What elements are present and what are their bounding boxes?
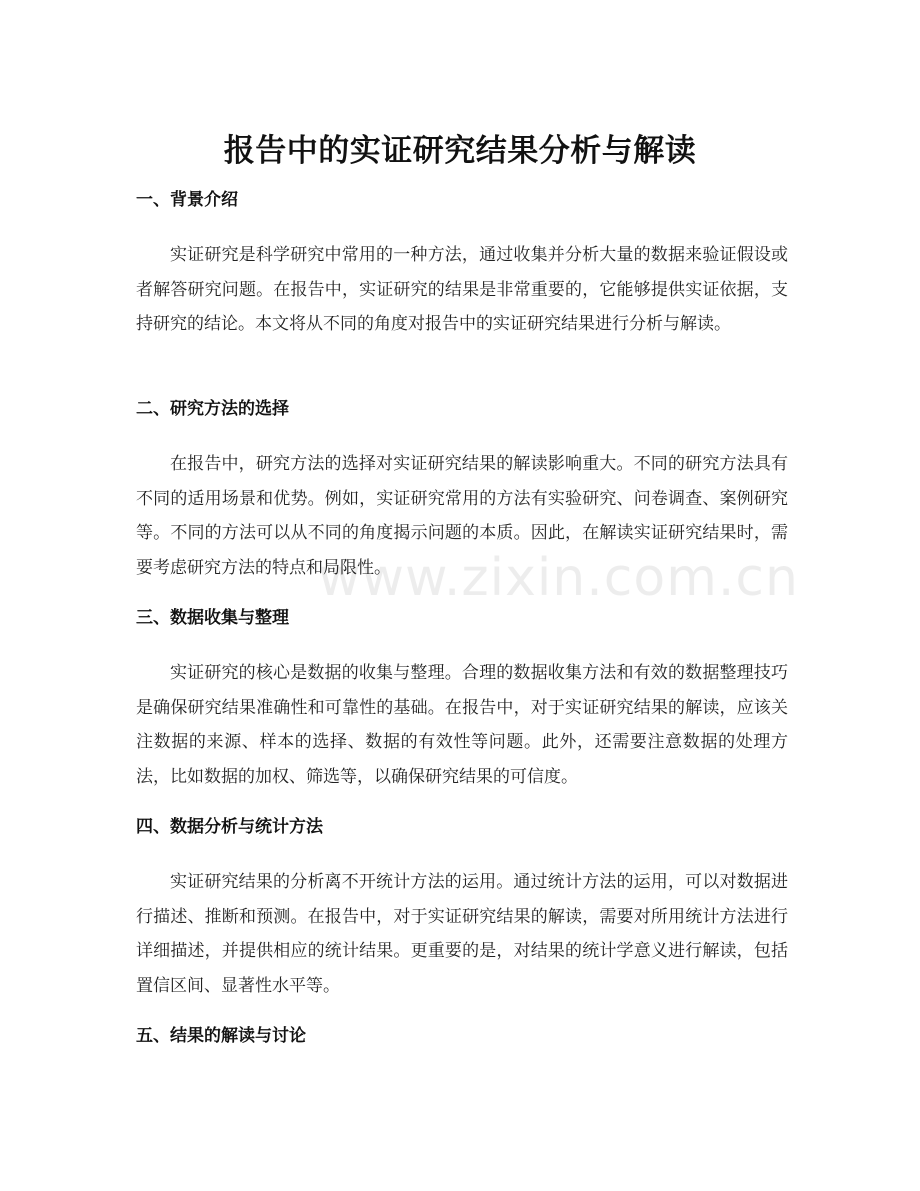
section-paragraph: 实证研究的核心是数据的收集与整理。合理的数据收集方法和有效的数据整理技巧是确保研究结果准确性和可靠性的基础。在报告中，对于实证研究结果的解读，应该关注数据的来源、样本的选择、数据的有效性等问题。此外，还需要注意数据的处理方法，比如数据的加权、筛选等，以确保研究结果的可信度。 <box>136 663 788 787</box>
section-heading: 五、结果的解读与讨论 <box>136 1026 306 1046</box>
section-heading: 四、数据分析与统计方法 <box>136 817 323 837</box>
section-results-discussion <box>136 1024 788 1048</box>
section-heading: 三、数据收集与整理 <box>136 608 289 628</box>
section-paragraph: 实证研究是科学研究中常用的一种方法，通过收集并分析大量的数据来验证假设或者解答研究问题。在报告中，实证研究的结果是非常重要的，它能够提供实证依据，支持研究的结论。本文将从不同的角度对报告中的实证研究结果进行分析与解读。 <box>136 245 788 334</box>
section-method <box>136 397 788 585</box>
section-heading: 二、研究方法的选择 <box>136 399 289 419</box>
watermark: www.zixin.com.cn <box>318 548 799 608</box>
section-data-collection <box>136 606 788 794</box>
section-paragraph: 在报告中，研究方法的选择对实证研究结果的解读影响重大。不同的研究方法具有不同的适用场景和优势。例如，实证研究常用的方法有实验研究、问卷调查、案例研究等。不同的方法可以从不同的角度揭示问题的本质。因此，在解读实证研究结果时，需要考虑研究方法的特点和局限性。 <box>136 454 788 578</box>
section-heading: 一、背景介绍 <box>136 190 238 210</box>
section-background <box>136 188 788 342</box>
section-paragraph: 实证研究结果的分析离不开统计方法的运用。通过统计方法的运用，可以对数据进行描述、推断和预测。在报告中，对于实证研究结果的解读，需要对所用统计方法进行详细描述，并提供相应的统计结果。更重要的是，对结果的统计学意义进行解读，包括置信区间、显著性水平等。 <box>136 872 788 996</box>
section-data-analysis <box>136 815 788 1003</box>
page-title: 报告中的实证研究结果分析与解读 <box>223 132 697 169</box>
